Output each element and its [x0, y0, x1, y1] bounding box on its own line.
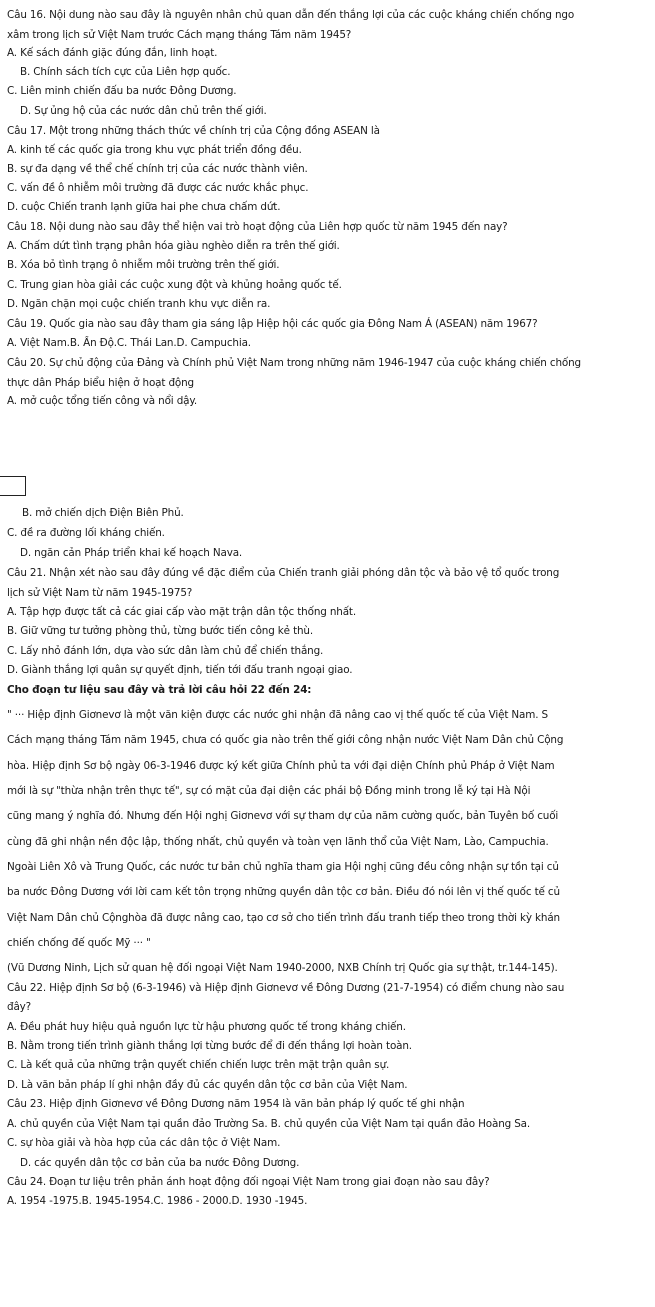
text-line: C. Lấy nhỏ đánh lớn, dựa vào sức dân làm chủ để chiến thắng.	[7, 645, 324, 657]
text-line: C. Là kết quả của những trận quyết chiến chiến lược trên mặt trận quân sự.	[7, 1059, 390, 1071]
text-line: D. Ngăn chặn mọi cuộc chiến tranh khu vực diễn ra.	[7, 298, 271, 310]
text-line: chiến chống đế quốc Mỹ ··· "	[7, 937, 151, 949]
text-line: cùng đã ghi nhận nền độc lập, thống nhất, chủ quyền và toàn vẹn lãnh thổ của Việt Nam, Lào, Campuchia.	[7, 836, 549, 848]
text-line: Câu 19. Quốc gia nào sau đây tham gia sáng lập Hiệp hội các quốc gia Đông Nam Á (ASEAN) năm 1967?	[7, 318, 538, 330]
text-line: C. Liên minh chiến đấu ba nước Đông Dương.	[7, 85, 237, 97]
text-line: A. kinh tế các quốc gia trong khu vực phát triển đồng đều.	[7, 144, 302, 156]
text-line: " ··· Hiệp định Giơnevơ là một văn kiện được các nước ghi nhận đã nâng cao vị thế quốc tế của Việt Nam. S	[7, 709, 548, 721]
text-line: lịch sử Việt Nam từ năm 1945-1975?	[7, 587, 193, 599]
text-line: đây?	[7, 1001, 32, 1013]
text-line: A. mở cuộc tổng tiến công và nổi dậy.	[7, 395, 198, 407]
text-line: B. Nằm trong tiến trình giành thắng lợi từng bước để đi đến thắng lợi hoàn toàn.	[7, 1040, 412, 1052]
text-line: C. đề ra đường lối kháng chiến.	[7, 527, 165, 539]
text-line: ba nước Đông Dương với lời cam kết tôn trọng những quyền dân tộc cơ bản. Điều đó nói lên vị thế quốc tế củ	[7, 886, 560, 898]
text-line: Câu 20. Sự chủ động của Đảng và Chính phủ Việt Nam trong những năm 1946-1947 của cuộc kháng chiến chống	[7, 357, 581, 369]
text-line: D. ngăn cản Pháp triển khai kế hoạch Nava.	[20, 547, 243, 559]
text-line: Ngoài Liên Xô và Trung Quốc, các nước tư bản chủ nghĩa tham gia Hội nghị cũng đều công nhận sự tồn tại củ	[7, 861, 559, 873]
text-line: Câu 21. Nhận xét nào sau đây đúng về đặc điểm của Chiến tranh giải phóng dân tộc và bảo vệ tổ quốc trong	[7, 567, 560, 579]
text-line: Cho đoạn tư liệu sau đây và trả lời câu hỏi 22 đến 24:	[7, 684, 312, 696]
answer-box	[0, 476, 26, 496]
text-line: D. các quyền dân tộc cơ bản của ba nước Đông Dương.	[20, 1157, 300, 1169]
text-line: C. Trung gian hòa giải các cuộc xung đột và khủng hoảng quốc tế.	[7, 279, 342, 291]
text-line: Câu 23. Hiệp định Giơnevơ về Đông Dương năm 1954 là văn bản pháp lý quốc tế ghi nhận	[7, 1098, 465, 1110]
text-line: xâm trong lịch sử Việt Nam trước Cách mạng tháng Tám năm 1945?	[7, 29, 352, 41]
text-line: C. vấn đề ô nhiễm môi trường đã được các nước khắc phục.	[7, 182, 309, 194]
text-line: A. Kế sách đánh giặc đúng đắn, linh hoạt.	[7, 47, 218, 59]
text-line: mới là sự "thừa nhận trên thực tế", sự có mặt của đại diện các phái bộ Đồng minh trong lễ ký tại Hà Nội	[7, 785, 531, 797]
text-line: A. 1954 -1975.B. 1945-1954.C. 1986 - 2000.D. 1930 -1945.	[7, 1195, 308, 1207]
text-line: Cách mạng tháng Tám năm 1945, chưa có quốc gia nào trên thế giới công nhận nước Việt Nam Dân chủ Cộng	[7, 734, 564, 746]
text-line: A. chủ quyền của Việt Nam tại quần đảo Trường Sa. B. chủ quyền của Việt Nam tại quần đảo Hoàng Sa.	[7, 1118, 531, 1130]
text-line: Câu 18. Nội dung nào sau đây thể hiện vai trò hoạt động của Liên hợp quốc từ năm 1945 đến nay?	[7, 221, 508, 233]
text-line: D. Giành thắng lợi quân sự quyết định, tiến tới đấu tranh ngoại giao.	[7, 664, 353, 676]
text-line: B. Giữ vững tư tưởng phòng thủ, từng bước tiến công kẻ thù.	[7, 625, 314, 637]
text-line: B. sự đa dạng về thể chế chính trị của các nước thành viên.	[7, 163, 308, 175]
text-line: A. Việt Nam.B. Ấn Độ.C. Thái Lan.D. Campuchia.	[7, 337, 251, 349]
text-line: Câu 24. Đoạn tư liệu trên phản ánh hoạt động đối ngoại Việt Nam trong giai đoạn nào sau đây?	[7, 1176, 490, 1188]
text-line: A. Tập hợp được tất cả các giai cấp vào mặt trận dân tộc thống nhất.	[7, 606, 357, 618]
text-line: Câu 17. Một trong những thách thức về chính trị của Cộng đồng ASEAN là	[7, 125, 380, 137]
text-line: A. Chấm dứt tình trạng phân hóa giàu nghèo diễn ra trên thế giới.	[7, 240, 340, 252]
text-line: Việt Nam Dân chủ Cộnghòa đã được nâng cao, tạo cơ sở cho tiến trình đấu tranh tiếp theo trong thời kỳ khán	[7, 912, 560, 924]
text-line: B. Chính sách tích cực của Liên hợp quốc.	[20, 66, 231, 78]
text-line: C. sự hòa giải và hòa hợp của các dân tộc ở Việt Nam.	[7, 1137, 281, 1149]
text-line: D. Là văn bản pháp lí ghi nhận đầy đủ các quyền dân tộc cơ bản của Việt Nam.	[7, 1079, 408, 1091]
text-line: D. Sự ủng hộ của các nước dân chủ trên thế giới.	[20, 105, 267, 117]
text-line: Câu 16. Nội dung nào sau đây là nguyên nhân chủ quan dẫn đến thắng lợi của các cuộc kháng chiến chống ngo	[7, 9, 575, 21]
text-line: thực dân Pháp biểu hiện ở hoạt động	[7, 377, 194, 389]
text-line: Câu 22. Hiệp định Sơ bộ (6-3-1946) và Hiệp định Giơnevơ về Đông Dương (21-7-1954) có điểm chung nào sau	[7, 982, 565, 994]
text-line: hòa. Hiệp định Sơ bộ ngày 06-3-1946 được ký kết giữa Chính phủ ta với đại diện Chính phủ Pháp ở Việt Nam	[7, 760, 555, 772]
text-line: A. Đều phát huy hiệu quả nguồn lực từ hậu phương quốc tế trong kháng chiến.	[7, 1021, 406, 1033]
text-line: cũng mang ý nghĩa đó. Nhưng đến Hội nghị Giơnevơ với sự tham dự của năm cường quốc, bản Tuyên bố cuối	[7, 810, 559, 822]
text-line: (Vũ Dương Ninh, Lịch sử quan hệ đối ngoại Việt Nam 1940-2000, NXB Chính trị Quốc gia sự thật, tr.144-145).	[7, 962, 558, 974]
text-line: B. mở chiến dịch Điện Biên Phủ.	[22, 507, 184, 519]
text-line: B. Xóa bỏ tình trạng ô nhiễm môi trường trên thế giới.	[7, 259, 280, 271]
text-line: D. cuộc Chiến tranh lạnh giữa hai phe chưa chấm dứt.	[7, 201, 281, 213]
